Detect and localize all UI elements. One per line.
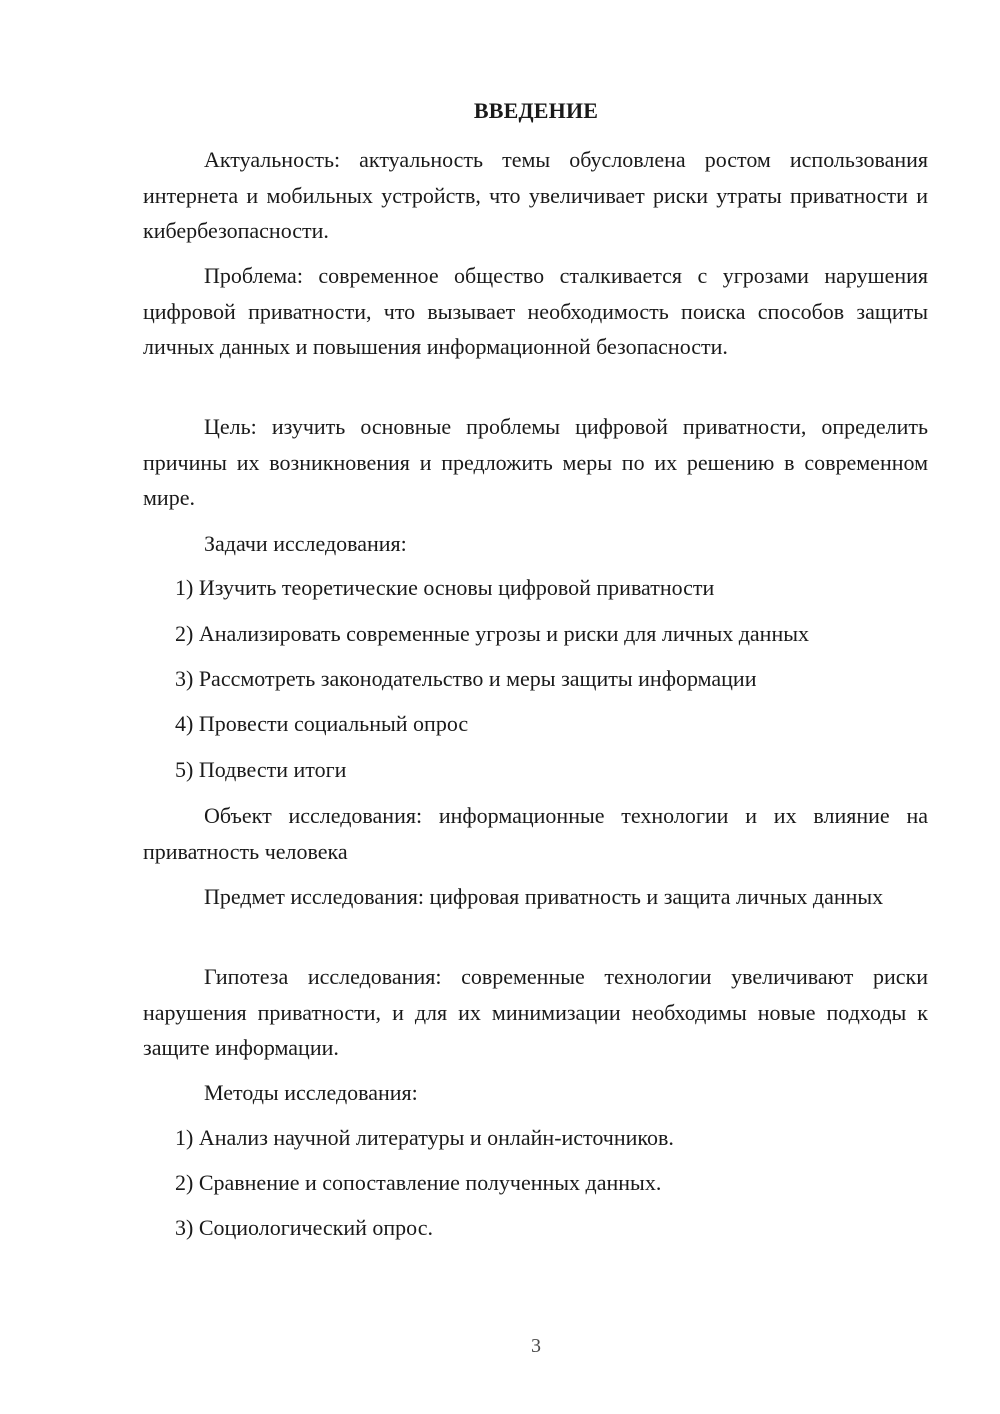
paragraph-goal: Цель: изучить основные проблемы цифровой приватности, определить причины их возникновения и предложить меры по их решению в современном мире. bbox=[143, 414, 928, 510]
paragraph-problem: Проблема: современное общество сталкивается с угрозами нарушения цифровой приватности, что вызывает необходимость поиска способов защиты личных данных и повышения информационной безопасности. bbox=[143, 263, 928, 359]
method-item-1: 1) Анализ научной литературы и онлайн-источников. bbox=[175, 1125, 674, 1150]
tasks-heading: Задачи исследования: bbox=[204, 531, 407, 556]
paragraph-hypothesis: Гипотеза исследования: современные технологии увеличивают риски нарушения приватности, и для их минимизации необходимы новые подходы к защите информации. bbox=[143, 964, 928, 1060]
task-item-3: 3) Рассмотреть законодательство и меры защиты информации bbox=[175, 666, 757, 691]
paragraph-object: Объект исследования: информационные технологии и их влияние на приватность человека bbox=[143, 803, 928, 864]
section-title: ВВЕДЕНИЕ bbox=[473, 98, 599, 123]
task-item-1: 1) Изучить теоретические основы цифровой приватности bbox=[175, 575, 715, 600]
method-item-2: 2) Сравнение и сопоставление полученных данных. bbox=[175, 1170, 662, 1195]
task-item-5: 5) Подвести итоги bbox=[175, 757, 347, 782]
page-number: 3 bbox=[531, 1335, 541, 1357]
task-item-2: 2) Анализировать современные угрозы и риски для личных данных bbox=[175, 621, 810, 646]
paragraph-subject: Предмет исследования: цифровая приватность и защита личных данных bbox=[204, 884, 884, 909]
paragraph-relevance: Актуальность: актуальность темы обусловлена ростом использования интернета и мобильных устройств, что увеличивает риски утраты приватности и кибербезопасности. bbox=[143, 147, 928, 243]
methods-heading: Методы исследования: bbox=[204, 1080, 418, 1105]
method-item-3: 3) Социологический опрос. bbox=[175, 1215, 433, 1240]
task-item-4: 4) Провести социальный опрос bbox=[175, 711, 469, 736]
